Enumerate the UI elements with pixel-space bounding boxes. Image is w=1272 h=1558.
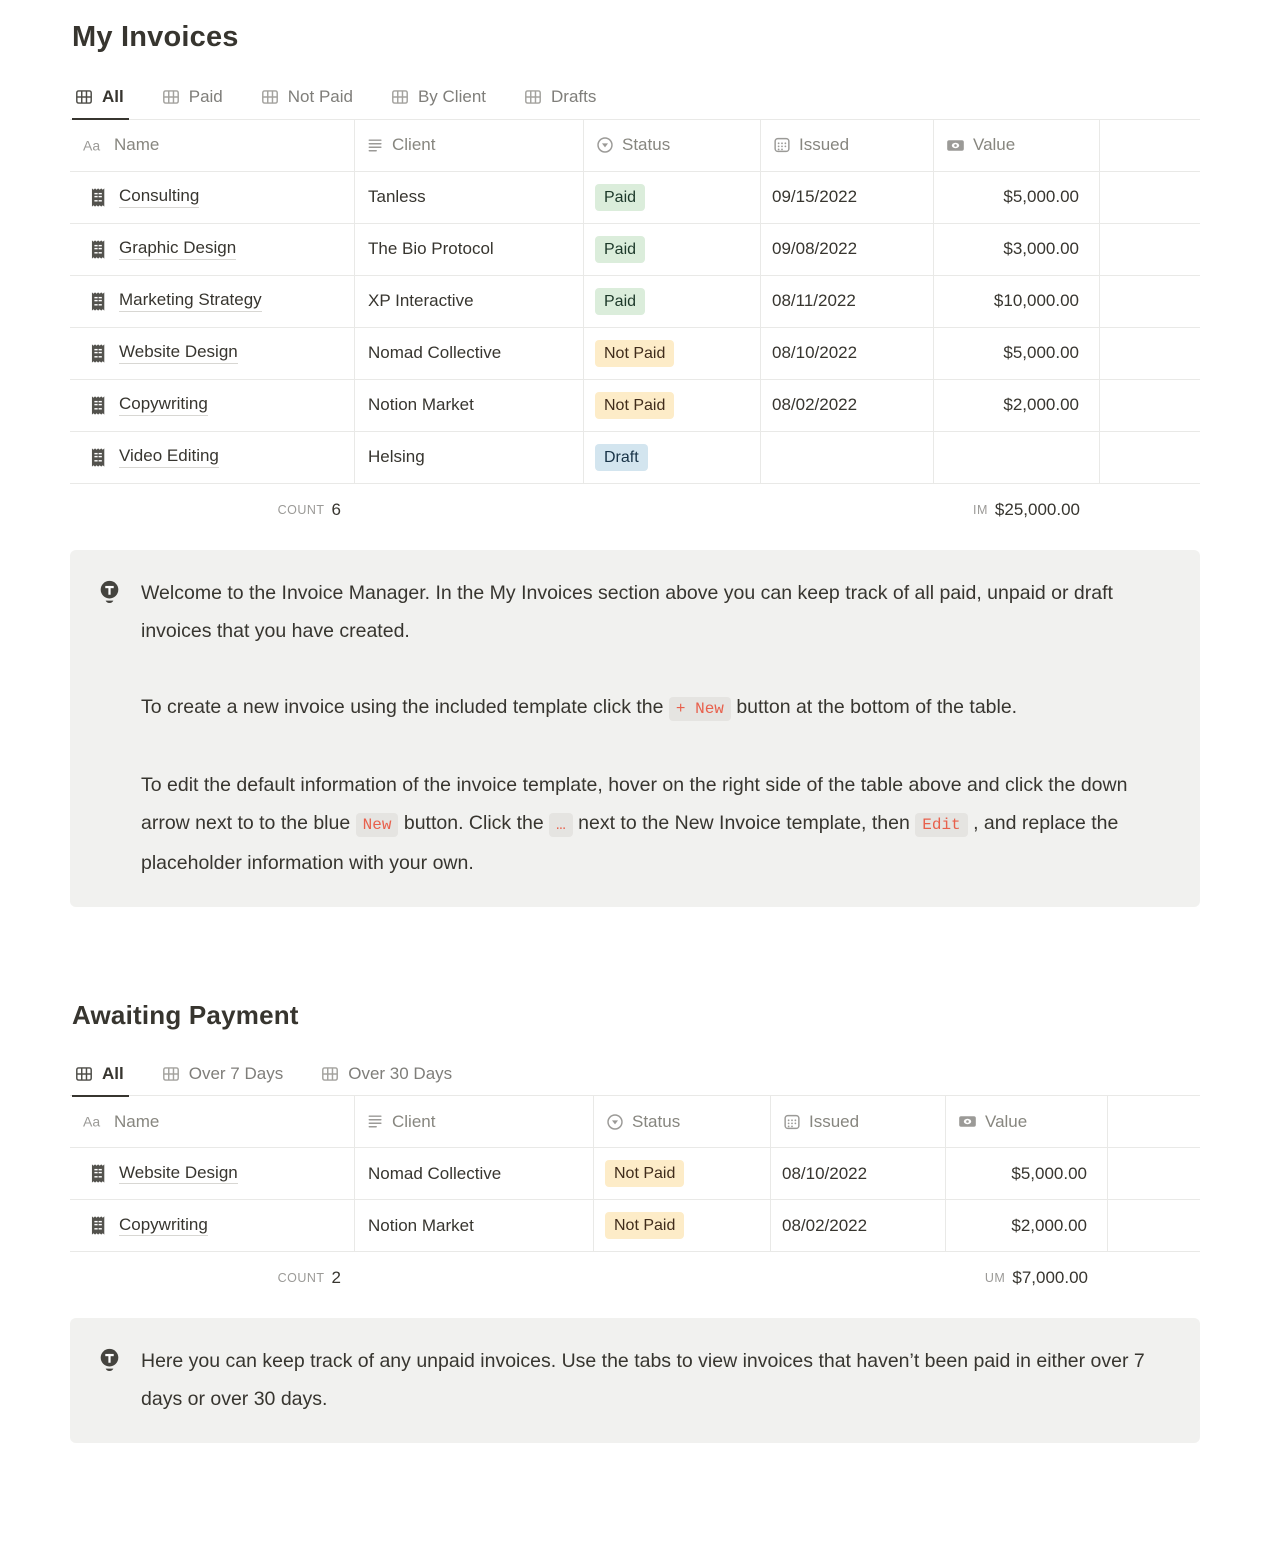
column-header-label: Value [985, 1111, 1028, 1131]
sum-label: IM [973, 502, 988, 517]
my-invoices-section [70, 20, 1200, 907]
my-invoices-view-tabs [70, 78, 1200, 120]
receipt-icon [88, 343, 108, 364]
select-property-icon [596, 136, 614, 154]
status-cell[interactable] [584, 276, 761, 328]
sum-value: $25,000.00 [994, 499, 1080, 519]
client-value: The Bio Protocol [368, 239, 494, 258]
status-badge[interactable]: Not Paid [605, 1212, 684, 1239]
empty-cell[interactable] [1100, 432, 1200, 484]
value-amount: $5,000.00 [1011, 1163, 1087, 1183]
table-view-icon [75, 88, 93, 106]
empty-cell[interactable] [1108, 1200, 1200, 1252]
value-amount: $2,000.00 [1011, 1215, 1087, 1235]
issued-cell[interactable] [761, 276, 934, 328]
lines-property-icon [367, 1113, 384, 1130]
inline-code-edit[interactable]: Edit [915, 813, 967, 837]
receipt-icon [88, 447, 108, 468]
lightbulb-icon [97, 1347, 122, 1418]
status-cell[interactable] [594, 1200, 771, 1252]
receipt-icon [88, 1215, 108, 1236]
empty-cell[interactable] [1100, 328, 1200, 380]
column-header-name[interactable] [70, 120, 355, 172]
tab-label: Not Paid [287, 87, 353, 106]
status-badge[interactable]: Paid [595, 184, 645, 211]
table-sum-aggregate[interactable] [946, 1252, 1108, 1304]
status-badge[interactable]: Paid [595, 236, 645, 263]
client-cell[interactable] [355, 172, 584, 224]
status-cell[interactable] [594, 1148, 771, 1200]
table-count-aggregate[interactable] [70, 484, 355, 536]
column-header-label: Status [622, 135, 671, 154]
tab-over-30-days[interactable] [318, 1055, 457, 1097]
inline-code-[interactable]: … [549, 813, 573, 837]
column-header-status[interactable] [584, 120, 761, 172]
issued-cell[interactable] [771, 1200, 946, 1252]
table-view-icon [524, 88, 542, 106]
money-property-icon [958, 1112, 977, 1131]
invoice-page-link[interactable]: Marketing Strategy [119, 290, 262, 312]
invoice-name-cell[interactable] [70, 224, 355, 276]
tab-all[interactable] [72, 1055, 129, 1097]
lines-property-icon [367, 137, 384, 154]
tab-label: Drafts [551, 87, 597, 106]
column-header-client[interactable] [355, 1096, 594, 1148]
invoice-name-cell[interactable] [70, 172, 355, 224]
column-header-issued[interactable] [771, 1096, 946, 1148]
callout-paragraph [141, 766, 1164, 882]
empty-cell[interactable] [1108, 1148, 1200, 1200]
client-cell[interactable] [355, 1200, 594, 1252]
issued-date-value: 08/10/2022 [772, 343, 858, 362]
callout-paragraph [141, 688, 1164, 728]
count-label: COUNT [277, 502, 325, 517]
invoice-name-cell[interactable] [70, 1200, 355, 1252]
tab-by-client[interactable] [388, 78, 491, 120]
select-property-icon [606, 1113, 624, 1131]
invoice-page-link[interactable]: Copywriting [119, 1215, 208, 1237]
status-badge[interactable]: Not Paid [595, 340, 674, 367]
svg-text:Aa: Aa [83, 137, 101, 153]
issued-cell[interactable] [761, 328, 934, 380]
column-header-label: Issued [809, 1111, 860, 1131]
status-cell[interactable] [584, 380, 761, 432]
count-label: COUNT [277, 1271, 325, 1285]
count-value: 6 [331, 499, 341, 519]
awaiting-payment-callout [70, 1318, 1200, 1443]
callout-paragraph [141, 574, 1164, 650]
client-value: Nomad Collective [368, 1163, 502, 1183]
column-header-status[interactable] [594, 1096, 771, 1148]
awaiting-payment-table-footer [70, 1252, 1200, 1304]
aa-property-icon [82, 137, 106, 154]
awaiting-payment-title: Awaiting Payment [72, 999, 299, 1030]
table-view-icon [75, 1065, 93, 1083]
tab-not-paid[interactable] [258, 78, 358, 120]
client-value: Notion Market [368, 395, 474, 414]
receipt-icon [88, 239, 108, 260]
status-cell[interactable] [584, 172, 761, 224]
invoice-name-cell[interactable] [70, 380, 355, 432]
client-cell[interactable] [355, 1148, 594, 1200]
value-cell[interactable] [934, 380, 1100, 432]
receipt-icon [88, 1163, 108, 1184]
tab-all[interactable] [72, 78, 129, 120]
empty-cell[interactable] [1100, 224, 1200, 276]
my-invoices-table-footer [70, 484, 1200, 536]
status-cell[interactable] [584, 432, 761, 484]
value-cell[interactable] [934, 172, 1100, 224]
issued-date-value: 08/02/2022 [782, 1215, 868, 1235]
my-invoices-title: My Invoices [72, 21, 239, 53]
value-cell[interactable] [934, 432, 1100, 484]
issued-date-value: 09/08/2022 [772, 239, 858, 258]
column-header-label: Name [114, 1111, 160, 1131]
awaiting-payment-section [70, 999, 1200, 1444]
lightbulb-icon [97, 579, 122, 882]
issued-date-value: 08/02/2022 [772, 395, 858, 414]
tab-label: All [102, 87, 124, 106]
column-header-value[interactable] [946, 1096, 1108, 1148]
status-cell[interactable] [584, 328, 761, 380]
callout-text-run: Here you can keep track of any unpaid invoices. Use the tabs to view invoices that haven’t been paid in either over 7 days or over 30 days. [141, 1350, 1145, 1410]
callout-text [141, 1342, 1164, 1418]
callout-text-run: button. Click the [398, 811, 550, 834]
column-header-label: Issued [799, 135, 850, 154]
inline-code-new[interactable]: New [356, 813, 399, 837]
client-value: XP Interactive [368, 291, 474, 310]
client-value: Tanless [368, 187, 426, 206]
invoice-page-link[interactable]: Copywriting [119, 394, 208, 416]
tab-label: All [102, 1063, 124, 1083]
callout-text-run: Welcome to the Invoice Manager. In the My Invoices section above you can keep track of all paid, unpaid or draft invoices that you have created. [141, 581, 1113, 642]
table-count-aggregate[interactable] [70, 1252, 355, 1304]
status-badge[interactable]: Draft [595, 444, 648, 471]
sum-label: UM [984, 1271, 1006, 1285]
invoice-name-cell[interactable] [70, 432, 355, 484]
tab-label: Paid [188, 87, 223, 106]
table-view-icon [391, 88, 409, 106]
column-header-label: Client [392, 1111, 436, 1131]
table-view-icon [321, 1065, 339, 1083]
column-header-label: Status [632, 1111, 681, 1131]
column-header-empty [1100, 120, 1200, 172]
money-property-icon [946, 136, 965, 155]
issued-cell[interactable] [771, 1148, 946, 1200]
status-cell[interactable] [584, 224, 761, 276]
client-value: Notion Market [368, 1215, 474, 1235]
aa-property-icon [82, 1113, 106, 1130]
column-header-label: Value [973, 135, 1016, 154]
invoice-page-link[interactable]: Website Design [119, 1163, 238, 1185]
table-view-icon [261, 88, 279, 106]
status-badge[interactable]: Not Paid [605, 1160, 684, 1187]
value-cell[interactable] [934, 224, 1100, 276]
client-cell[interactable] [355, 276, 584, 328]
client-cell[interactable] [355, 432, 584, 484]
column-header-value[interactable] [934, 120, 1100, 172]
issued-cell[interactable] [761, 172, 934, 224]
client-value: Helsing [368, 447, 425, 466]
callout-text-run: To edit the default information of the invoice template, hover on the right side of the table above and click the down arrow next to to the blue [141, 773, 1128, 834]
client-value: Nomad Collective [368, 343, 502, 362]
value-amount: $10,000.00 [993, 291, 1079, 310]
awaiting-payment-view-tabs [70, 1055, 1200, 1097]
column-header-label: Client [392, 135, 436, 154]
column-header-name[interactable] [70, 1096, 355, 1148]
client-cell[interactable] [355, 224, 584, 276]
table-view-icon [162, 1065, 180, 1083]
table-sum-aggregate[interactable] [934, 484, 1100, 536]
issued-cell[interactable] [761, 432, 934, 484]
count-value: 2 [331, 1268, 341, 1287]
tab-paid[interactable] [159, 78, 228, 120]
invoice-name-cell[interactable] [70, 276, 355, 328]
empty-cell[interactable] [1100, 276, 1200, 328]
column-header-client[interactable] [355, 120, 584, 172]
column-header-issued[interactable] [761, 120, 934, 172]
calendar-property-icon [773, 136, 791, 154]
callout-text [141, 574, 1164, 882]
column-header-label: Name [114, 135, 160, 154]
value-cell[interactable] [946, 1148, 1108, 1200]
awaiting-payment-table [70, 1096, 1200, 1252]
tab-label: Over 30 Days [348, 1063, 453, 1083]
issued-cell[interactable] [761, 224, 934, 276]
client-cell[interactable] [355, 380, 584, 432]
calendar-property-icon [783, 1113, 801, 1131]
invoice-name-cell[interactable] [70, 1148, 355, 1200]
empty-cell[interactable] [1100, 380, 1200, 432]
tab-over-7-days[interactable] [159, 1055, 288, 1097]
value-amount: $2,000.00 [1003, 395, 1079, 414]
receipt-icon [88, 291, 108, 312]
value-cell[interactable] [946, 1200, 1108, 1252]
value-cell[interactable] [934, 328, 1100, 380]
column-header-empty [1108, 1096, 1200, 1148]
table-view-icon [162, 88, 180, 106]
svg-text:Aa: Aa [83, 1113, 101, 1130]
value-cell[interactable] [934, 276, 1100, 328]
client-cell[interactable] [355, 328, 584, 380]
issued-date-value: 08/10/2022 [782, 1163, 868, 1183]
receipt-icon [88, 395, 108, 416]
status-badge[interactable]: Not Paid [595, 392, 674, 419]
tab-drafts[interactable] [521, 78, 601, 120]
issued-date-value: 09/15/2022 [772, 187, 858, 206]
sum-value: $7,000.00 [1012, 1268, 1088, 1287]
issued-date-value: 08/11/2022 [772, 291, 856, 310]
invoice-page-link[interactable]: Video Editing [119, 446, 219, 468]
callout-text-run: next to the New Invoice template, then [572, 811, 916, 834]
callout-paragraph [141, 1342, 1164, 1418]
invoice-page-link[interactable]: Consulting [119, 186, 199, 208]
value-amount: $5,000.00 [1003, 187, 1079, 206]
invoice-name-cell[interactable] [70, 328, 355, 380]
tab-label: Over 7 Days [188, 1063, 284, 1083]
empty-cell[interactable] [1100, 172, 1200, 224]
invoice-page-link[interactable]: Graphic Design [119, 238, 236, 260]
invoice-page-link[interactable]: Website Design [119, 342, 238, 364]
status-badge[interactable]: Paid [595, 288, 645, 315]
invoice-manager-callout [70, 550, 1200, 907]
tab-label: By Client [417, 87, 486, 106]
callout-text-run: To create a new invoice using the included template click the [141, 695, 669, 718]
value-amount: $5,000.00 [1003, 343, 1079, 362]
callout-text-run: , and replace the placeholder information with your own. [141, 811, 1119, 874]
receipt-icon [88, 187, 108, 208]
issued-cell[interactable] [761, 380, 934, 432]
my-invoices-table [70, 120, 1200, 484]
inline-code-new[interactable]: + New [669, 697, 731, 721]
value-amount: $3,000.00 [1003, 239, 1079, 258]
callout-text-run: button at the bottom of the table. [730, 695, 1018, 718]
